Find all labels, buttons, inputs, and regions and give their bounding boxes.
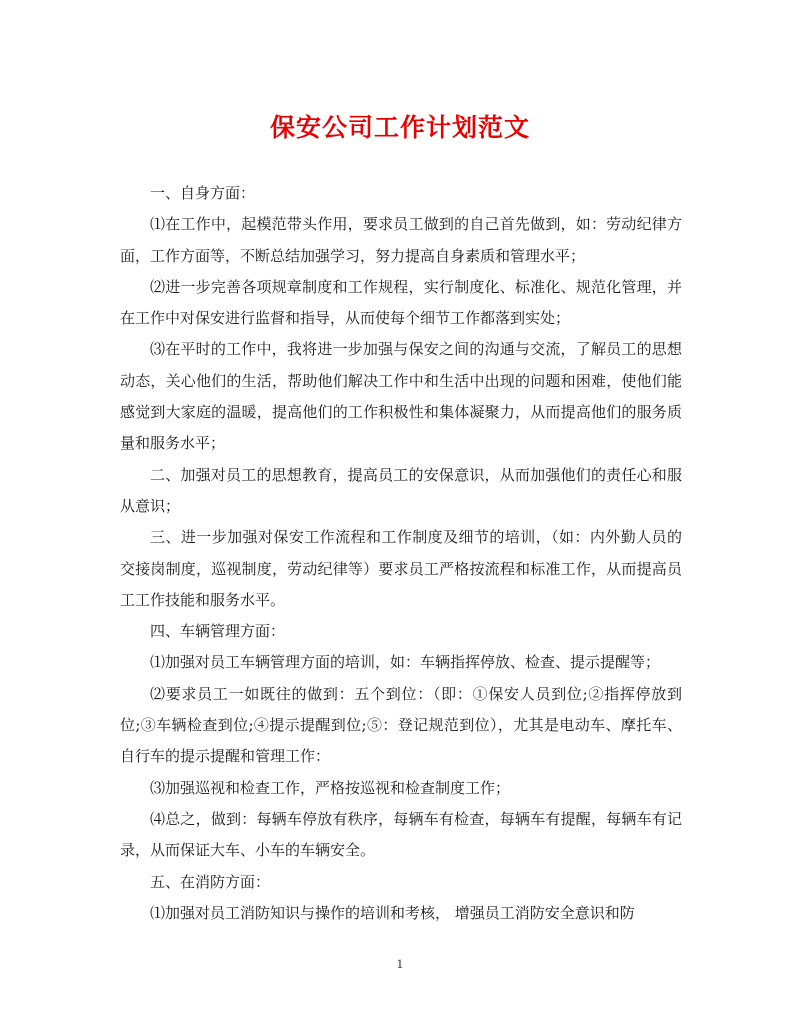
document-title: 保安公司工作计划范文 xyxy=(269,113,530,142)
paragraph-4-3: ⑶加强巡视和检查工作，严格按巡视和检查制度工作； xyxy=(150,778,511,797)
paragraph-1-1: ⑴在工作中，起模范带头作用，要求员工做到的自己首先做到，如：劳动纪律方面，工作方面等，不断总结加强学习，努力提高自身素质和管理水平； xyxy=(120,215,682,265)
paragraph-4-2: ⑵要求员工一如既往的做到：五个到位：（即：①保安人员到位;②指挥停放到位;③车辆检查到位;④提示提醒到位;⑤：登记规范到位），尤其是电动车、摩托车、自行车的提示提醒和管理工作： xyxy=(120,684,682,766)
paragraph-1-2: ⑵进一步完善各项规章制度和工作规程，实行制度化、标准化、规范化管理，并在工作中对保安进行监督和指导，从而使每个细节工作都落到实处； xyxy=(120,277,682,328)
document-body xyxy=(120,178,682,929)
paragraph-section-5-heading: 五、在消防方面： xyxy=(150,872,271,891)
paragraph-section-3: 三、进一步加强对保安工作流程和工作制度及细节的培训，（如：内外勤人员的交接岗制度，巡视制度，劳动纪律等）要求员工严格按流程和标准工作，从而提高员工工作技能和服务水平。 xyxy=(120,528,682,609)
paragraph-1-3: ⑶在平时的工作中，我将进一步加强与保安之间的沟通与交流，了解员工的思想动态，关心他们的生活，帮助他们解决工作中和生活中出现的问题和困难，使他们能感觉到大家庭的温暖，提高他们的工作积极性和集体凝聚力，从而提高他们的服务质量和服务水平； xyxy=(120,340,682,453)
paragraph-section-2: 二、加强对员工的思想教育，提高员工的安保意识，从而加强他们的责任心和服从意识； xyxy=(120,465,682,515)
paragraph-4-4: ⑷总之，做到：每辆车停放有秩序，每辆车有检查，每辆车有提醒，每辆车有记录，从而保证大车、小车的车辆安全。 xyxy=(120,809,682,860)
paragraph-section-4-heading: 四、车辆管理方面： xyxy=(150,622,286,641)
paragraph-section-1-heading: 一、自身方面： xyxy=(150,184,256,202)
paragraph-4-1: ⑴加强对员工车辆管理方面的培训，如：车辆指挥停放、检查、提示提醒等； xyxy=(150,653,661,672)
page-number: 1 xyxy=(396,958,404,971)
paragraph-5-1: ⑴加强对员工消防知识与操作的培训和考核， 增强员工消防安全意识和防 xyxy=(150,903,635,922)
